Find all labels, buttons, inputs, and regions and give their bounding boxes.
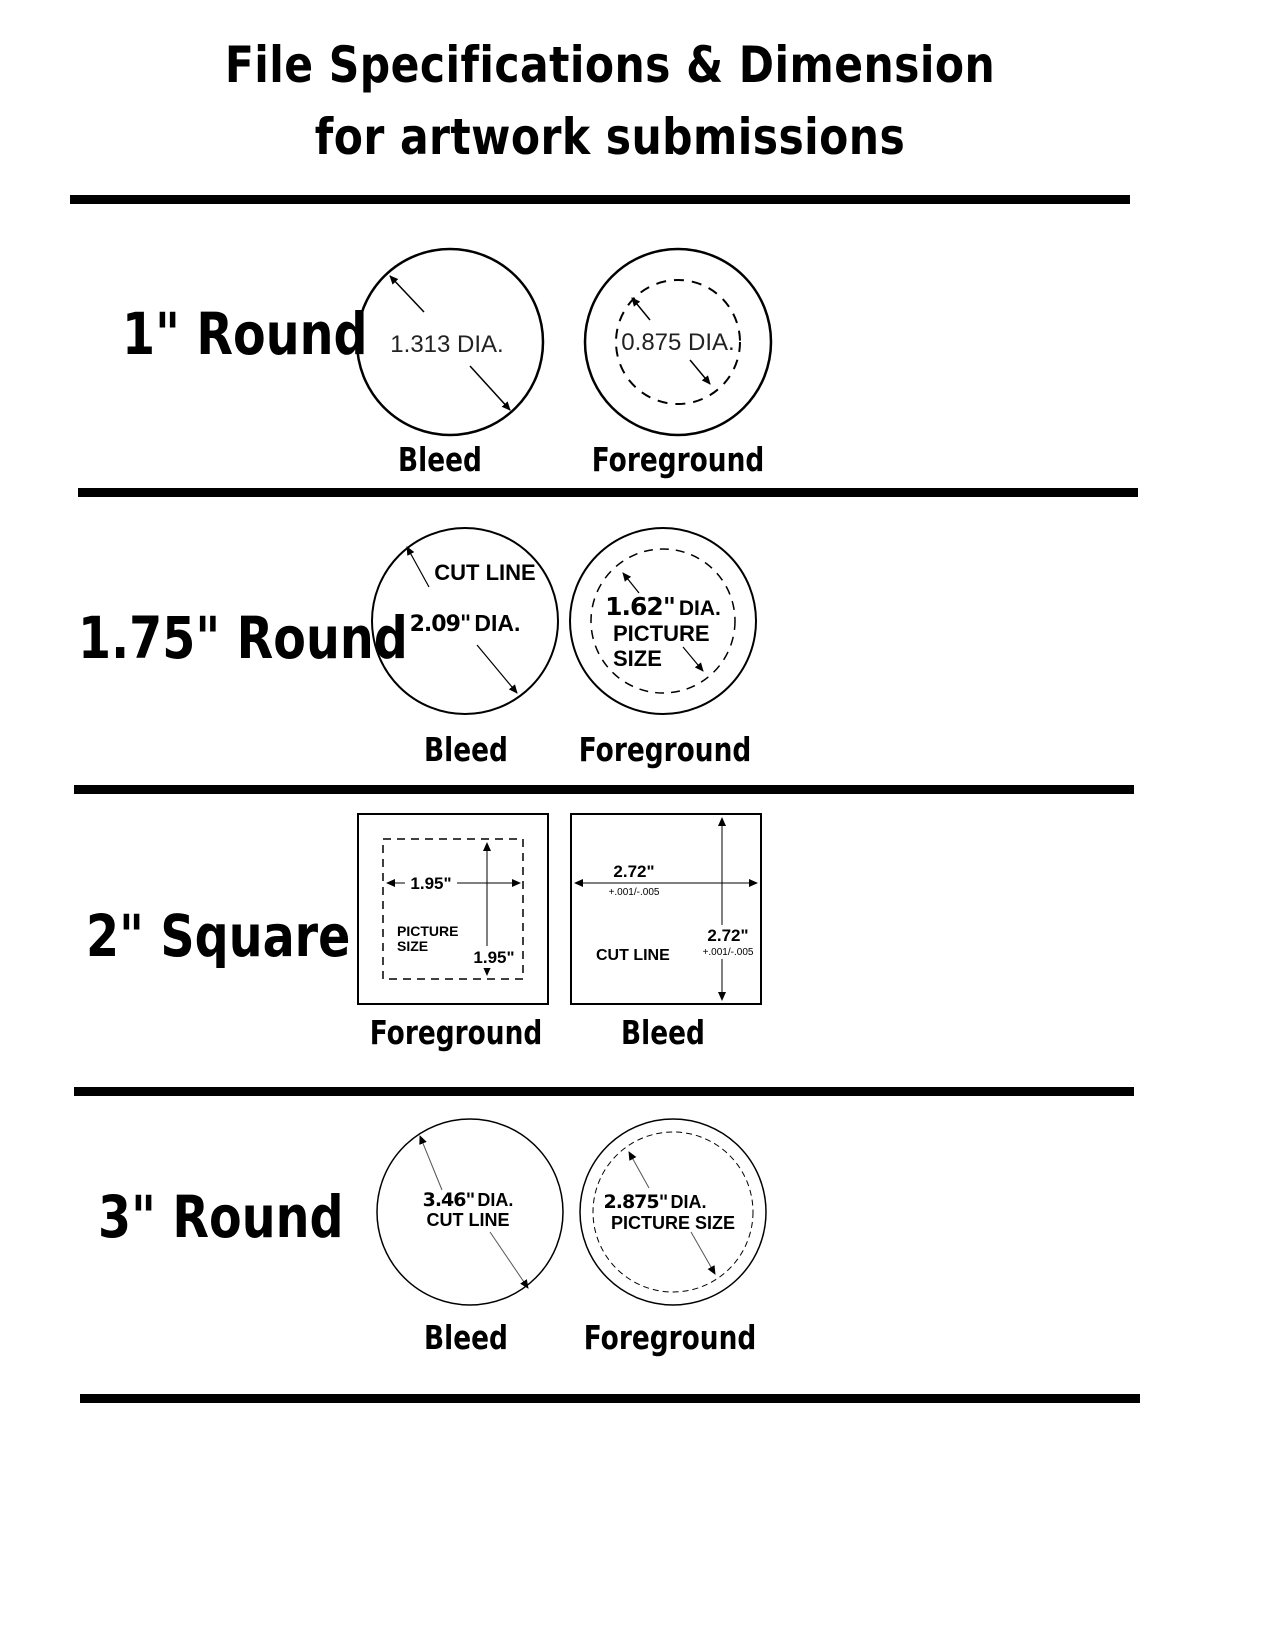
cut-line-text: CUT LINE <box>426 1210 510 1230</box>
picture-text: PICTURE <box>397 923 459 939</box>
dimension-arrow <box>477 645 517 693</box>
caption-bleed: Bleed <box>424 730 508 769</box>
caption-foreground: Foreground <box>583 1318 757 1357</box>
diagram-3in-bleed <box>372 1114 568 1310</box>
dimension-arrow <box>490 1232 528 1288</box>
divider <box>74 785 1134 794</box>
diagram-2in-bleed <box>570 813 764 1007</box>
caption-foreground: Foreground <box>591 440 765 479</box>
dimension-arrow <box>632 298 650 320</box>
size-label-175in-round: 1.75" Round <box>78 604 408 672</box>
divider <box>70 195 1130 204</box>
dimension-text: 1.313 DIA. <box>390 331 504 358</box>
dimension-arrow <box>691 1232 715 1274</box>
cut-square <box>571 814 761 1004</box>
divider <box>78 488 1138 497</box>
page-subtitle: for artwork submissions <box>314 108 906 166</box>
diagram-1in-bleed <box>352 244 548 440</box>
size-label-3in-round: 3" Round <box>98 1183 344 1251</box>
dimension-arrow <box>420 1136 442 1190</box>
dimension-text: 2.875" DIA. <box>603 1191 707 1213</box>
dimension-arrow <box>690 360 710 384</box>
caption-bleed: Bleed <box>621 1013 705 1052</box>
size-text: SIZE <box>397 938 429 954</box>
page-title: File Specifications & Dimension <box>224 36 996 94</box>
divider <box>80 1394 1140 1403</box>
dimension-text: 1.62" DIA. <box>605 592 721 621</box>
caption-bleed: Bleed <box>424 1318 508 1357</box>
height-text: 2.72" <box>707 926 749 945</box>
picture-text: PICTURE <box>613 621 710 646</box>
caption-foreground: Foreground <box>369 1013 543 1052</box>
picture-size-text: PICTURE SIZE <box>610 1213 736 1233</box>
dimension-text: 0.875 DIA. <box>621 329 735 356</box>
cut-line-text: CUT LINE <box>596 947 670 964</box>
diagram-175in-foreground <box>565 523 761 719</box>
diagram-3in-foreground <box>575 1114 771 1310</box>
dimension-arrow <box>470 366 510 410</box>
width-text: 1.95" <box>410 874 452 893</box>
caption-bleed: Bleed <box>398 440 482 479</box>
dimension-arrow <box>683 647 703 671</box>
dimension-text: 3.46" DIA. <box>422 1189 514 1211</box>
dimension-arrow <box>407 547 429 587</box>
size-text: SIZE <box>613 646 662 671</box>
cut-line-text: CUT LINE <box>434 560 536 585</box>
dimension-arrow <box>629 1152 649 1188</box>
caption-foreground: Foreground <box>578 730 752 769</box>
size-label-2in-square: 2" Square <box>86 902 351 970</box>
dimension-arrow <box>390 276 424 312</box>
outer-square <box>358 814 548 1004</box>
diagram-1in-foreground <box>580 244 776 440</box>
width-text: 2.72" <box>613 862 655 881</box>
dimension-arrow <box>623 573 639 593</box>
diagram-175in-bleed <box>367 523 563 719</box>
height-text: 1.95" <box>473 948 515 967</box>
diagram-2in-foreground <box>357 813 551 1007</box>
dimension-text: 2.09" DIA. <box>409 610 521 637</box>
height-tolerance: +.001/-.005 <box>702 947 754 958</box>
width-tolerance: +.001/-.005 <box>608 887 660 898</box>
divider <box>74 1087 1134 1096</box>
size-label-1in-round: 1" Round <box>122 300 368 368</box>
